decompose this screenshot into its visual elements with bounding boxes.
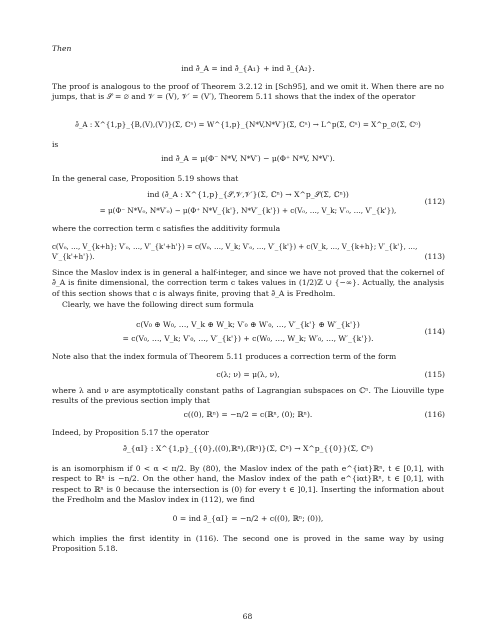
equation-114-line1: c(V₀ ⊕ W₀, …, V_k ⊕ W_k; V′₀ ⊕ W′₀, …, V′_{k'} ⊕ W′_{k'})	[136, 320, 360, 329]
paragraph-proof-analogous: The proof is analogous to the proof of Theorem 3.2.12 in [Sch95], and we omit it. When there are no jumps, that is 𝒮 = ∅ and 𝒱 = (V), 𝒱′ = (V′), Theorem 5.11 shows that the index of the operator	[52, 82, 444, 102]
equation-operator-alpha: ∂̄_{αI} : X^{1,p}_{{0},((0),ℝⁿ),(ℝⁿ)}(Σ, ℂⁿ) → X^p_{{0}}(Σ, ℂⁿ)	[122, 444, 374, 453]
paragraph-index-formula: Note also that the index formula of Theorem 5.11 produces a correction term of the form	[52, 352, 397, 361]
equation-113: c(V₀, …, V_{k+h}; V′₀, …, V′_{k'+h'}) = c(V₀, …, V_k; V′₀, …, V′_{k'}) + c(V_k, …, V_{k+h}; V′_{k'}, …, V′_{k'+h'}).	[52, 243, 418, 262]
equation-114-line2: = c(V₀, …, V_k; V′₀, …, V′_{k'}) + c(W₀, …, W_k; W′₀, …, W′_{k'}).	[122, 334, 374, 343]
equation-number-113: (113)	[424, 252, 445, 261]
equation-116: c((0), ℝⁿ) = −n/2 = c(ℝⁿ, (0); ℝⁿ).	[183, 410, 313, 419]
paragraph-maslov-half-integer: Since the Maslov index is in general a half-integer, and since we have not proved that the cokernel of ∂̄_A is finite dimensional, the correction term c takes values in (1/2)ℤ ∪ {−∞}. Actually, the analysis of this section shows that c is always finite, proving that ∂̄_A is Fredholm.	[52, 268, 444, 298]
word-is: is	[52, 140, 59, 149]
equation-115: c(λ; ν) = μ(λ, ν),	[216, 370, 280, 379]
equation-112-line1: ind (∂̄_A : X^{1,p}_{𝒮,𝒱,𝒱′}(Σ, ℂⁿ) → X^p_𝒮(Σ, ℂⁿ))	[147, 190, 349, 199]
paragraph-proposition-517: Indeed, by Proposition 5.17 the operator	[52, 428, 209, 437]
equation-number-115: (115)	[424, 370, 445, 379]
equation-operator: ∂̄_A : X^{1,p}_{B,(V),(V′)}(Σ, ℂⁿ) = W^{1,p}_{N*V,N*V′}(Σ, ℂⁿ) → L^p(Σ, ℂⁿ) = X^p_∅(Σ, ℂⁿ)	[75, 120, 421, 129]
paragraph-isomorphism: is an isomorphism if 0 < α < π/2. By (80), the Maslov index of the path e^{iαt}ℝⁿ, t ∈ [0,1], with respect to ℝⁿ is −n/2. On the other hand, the Maslov index of the path e^{iαt}ℝⁿ, t ∈ [0,1], with respect to ℝⁿ is 0 because the intersection is (0) for every t ∈ ]0,1]. Inserting the information about the Fredholm and the Maslov index in (112), we find	[52, 464, 444, 505]
then-label: Then	[52, 44, 72, 53]
paragraph-conclusion: which implies the first identity in (116). The second one is proved in the same way by using Proposition 5.18.	[52, 534, 444, 554]
paragraph-general-case: In the general case, Proposition 5.19 shows that	[52, 174, 239, 183]
equation-112-line2: = μ(Φ⁻ N*V₀, N*V′₀) − μ(Φ⁺ N*V_{k'}, N*V′_{k'}) + c(V₀, …, V_k; V′₀, …, V′_{k'}),	[99, 206, 397, 215]
paragraph-liouville: where λ and ν are asymptotically constant paths of Lagrangian subspaces on ℂⁿ. The Liouville type results of the previous section imply that	[52, 386, 444, 406]
equation-index-sum: ind ∂̄_A = ind ∂̄_{A₁} + ind ∂̄_{A₂}.	[181, 64, 315, 73]
equation-index-maslov: ind ∂̄_A = μ(Φ⁻ N*V, N*V′) − μ(Φ⁺ N*V, N*V′).	[161, 154, 335, 163]
paragraph-direct-sum: Clearly, we have the following direct sum formula	[62, 300, 254, 309]
equation-number-116: (116)	[424, 410, 445, 419]
paragraph-correction-term: where the correction term c satisfies the additivity formula	[52, 224, 281, 233]
page-number: 68	[242, 612, 253, 621]
equation-number-112: (112)	[424, 197, 445, 206]
equation-number-114: (114)	[424, 327, 445, 336]
equation-final: 0 = ind ∂̄_{αI} = −n/2 + c((0), ℝⁿ; (0)),	[172, 514, 324, 523]
